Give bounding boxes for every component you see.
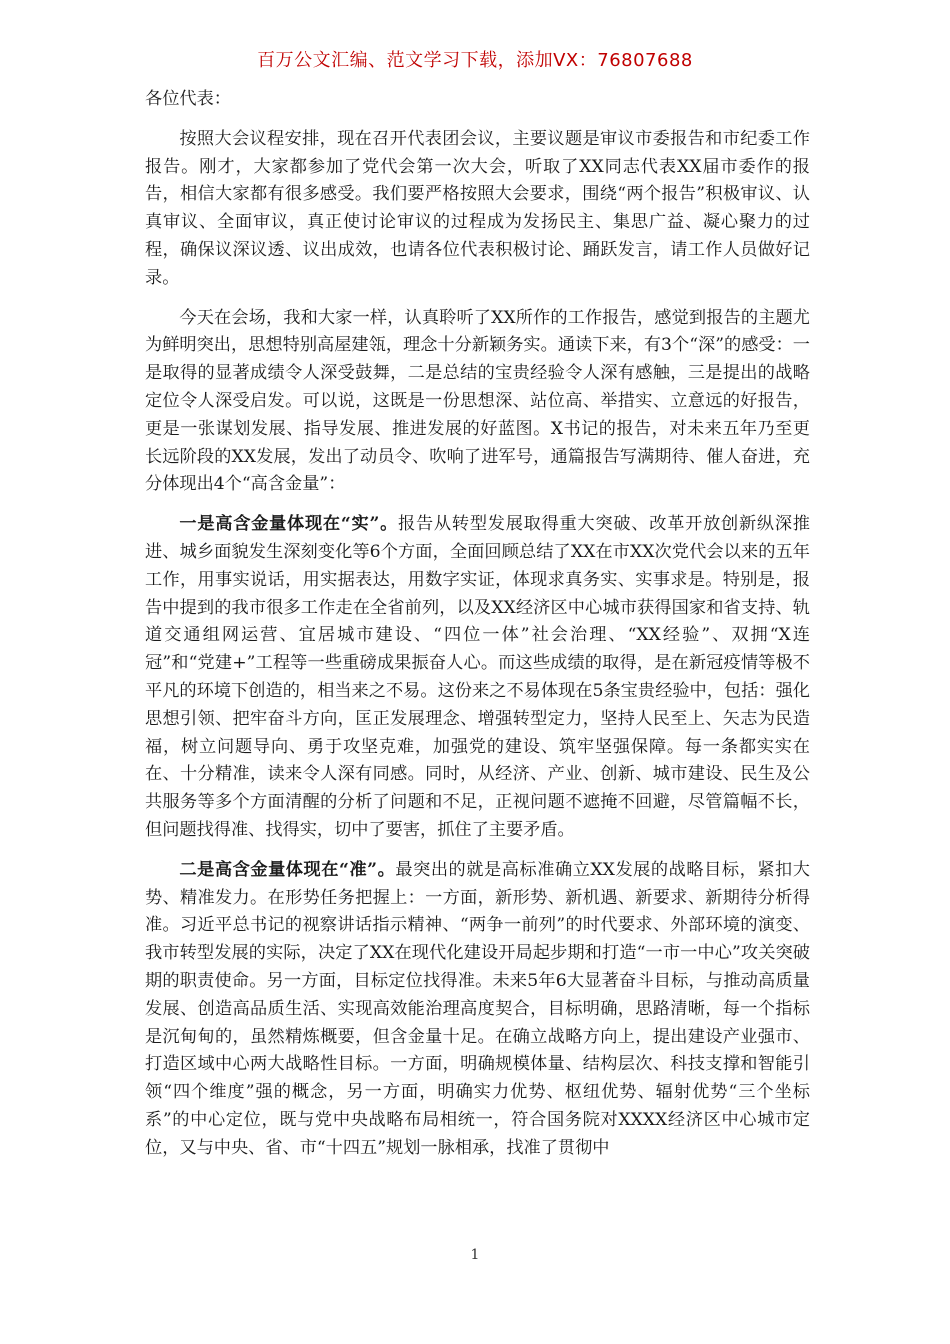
- paragraph-lead: 二是高含金量体现在“准”。: [179, 859, 396, 880]
- paragraph-text: 按照大会议程安排，现在召开代表团会议，主要议题是审议市委报告和市纪委工作报告。刚才，大家都参加了党代会第一次大会，听取了XX同志代表XX届市委作的报告，相信大家都有很多感受。我们要严格按照大会要求，围绕“两个报告”积极审议、认真审议、全面审议，真正使讨论审议的过程成为发扬民主、集思广益、凝心聚力的过程，确保议深议透、议出成效，也请各位代表积极讨论、踊跃发言，请工作人员做好记录。: [145, 128, 810, 288]
- paragraph-3: [145, 511, 810, 845]
- header-banner: 百万公文汇编、范文学习下载，添加VX：76807688: [257, 50, 693, 71]
- page-number: 1: [470, 1247, 480, 1263]
- greeting: 各位代表：: [145, 89, 231, 109]
- paragraph-lead: 一是高含金量体现在“实”。: [179, 514, 399, 535]
- paragraph-1: [145, 126, 810, 293]
- document-body: [145, 86, 810, 1174]
- paragraph-text: 报告从转型发展取得重大突破、改革开放创新纵深推进、城乡面貌发生深刻变化等6个方面，全面回顾总结了XX在市XX次党代会以来的五年工作，用事实说话，用实据表达，用数字实证，体现求真务实、实事求是。特别是，报告中提到的我市很多工作走在全省前列，以及XX经济区中心城市获得国家和省支持、轨道交通组网运营、宜居城市建设、“四位一体”社会治理、“XX经验”、双拥“X连冠”和“党建+”工程等一些重磅成果振奋人心。而这些成绩的取得，是在新冠疫情等极不平凡的环境下创造的，相当来之不易。这份来之不易体现在5条宝贵经验中，包括：强化思想引领、把牢奋斗方向，匡正发展理念、增强转型定力，坚持人民至上、矢志为民造福，树立问题导向、勇于攻坚克难，加强党的建设、筑牢坚强保障。每一条都实实在在、十分精准，读来令人深有同感。同时，从经济、产业、创新、城市建设、民生及公共服务等多个方面清醒的分析了问题和不足，正视问题不遮掩不回避，尽管篇幅不长，但问题找得准、找得实，切中了要害，抓住了主要矛盾。: [145, 514, 810, 840]
- paragraph-2: [145, 305, 810, 500]
- paragraph-text: 最突出的就是高标准确立XX发展的战略目标，紧扣大势、精准发力。在形势任务把握上：一方面，新形势、新机遇、新要求、新期待分析得准。习近平总书记的视察讲话指示精神、“两争一前列”的时代要求、外部环境的演变、我市转型发展的实际，决定了XX在现代化建设开局起步期和打造“一市一中心”攻关突破期的职责使命。另一方面，目标定位找得准。未来5年6大显著奋斗目标，与推动高质量发展、创造高品质生活、实现高效能治理高度契合，目标明确，思路清晰，每一个指标是沉甸甸的，虽然精炼概要，但含金量十足。在确立战略方向上，提出建设产业强市、打造区域中心两大战略性目标。一方面，明确规模体量、结构层次、科技支撑和智能引领“四个维度”强的概念，另一方面，明确实力优势、枢纽优势、辐射优势“三个坐标系”的中心定位，既与党中央战略布局相统一，符合国务院对XXXX经济区中心城市定位，又与中央、省、市“十四五”规划一脉相承，找准了贯彻中: [145, 859, 810, 1158]
- paragraph-text: 今天在会场，我和大家一样，认真聆听了XX所作的工作报告，感觉到报告的主题尤为鲜明突出，思想特别高屋建瓴，理念十分新颖务实。通读下来，有3个“深”的感受：一是取得的显著成绩令人深受鼓舞，二是总结的宝贵经验令人深有感触，三是提出的战略定位令人深受启发。可以说，这既是一份思想深、站位高、举措实、立意远的好报告，更是一张谋划发展、指导发展、推进发展的好蓝图。X书记的报告，对未来五年乃至更长远阶段的XX发展，发出了动员令、吹响了进军号，通篇报告写满期待、催人奋进，充分体现出4个“高含金量”：: [145, 307, 810, 495]
- paragraph-4: [145, 857, 810, 1163]
